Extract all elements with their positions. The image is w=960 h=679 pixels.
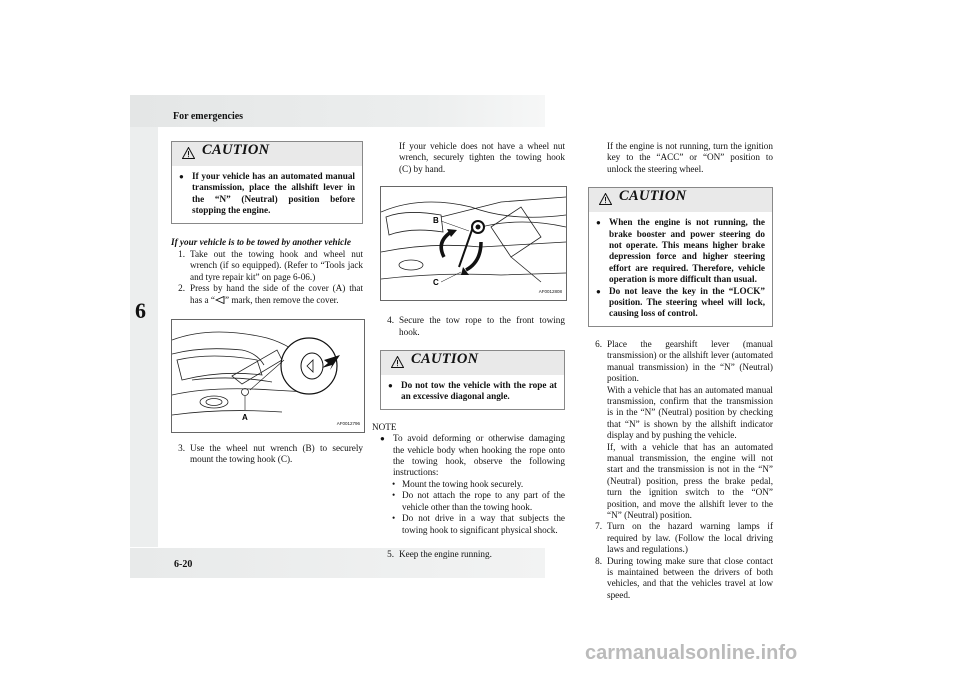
caution-item: ● Do not leave the key in the “LOCK” position. The steering wheel will lock, causing loss of control.	[596, 285, 765, 319]
caution-header	[589, 188, 772, 212]
bullet-icon: ●	[596, 218, 601, 228]
caution-header	[172, 142, 362, 166]
caution-item: ● Do not tow the vehicle with the rope at an excessive diagonal angle.	[388, 380, 557, 402]
figure-cover-removal	[171, 319, 365, 433]
caution-body	[589, 212, 772, 326]
caution-item: ● If your vehicle has an automated manual transmission, place the allshift lever in the “N” (Neutral) position before stopping the engine.	[179, 171, 355, 216]
label-b: B	[433, 216, 439, 226]
label-c: C	[433, 278, 439, 288]
caution-title: CAUTION	[411, 351, 479, 368]
figure-towing-hook	[380, 186, 567, 301]
chapter-tab	[130, 127, 158, 547]
caution-title: CAUTION	[202, 142, 270, 158]
label-a: A	[242, 413, 248, 423]
step-3: 3. Use the wheel nut wrench (B) to securely mount the towing hook (C).	[178, 443, 363, 465]
section-heading: If your vehicle is to be towed by another vehicle	[171, 236, 351, 247]
warning-triangle-icon	[391, 356, 404, 368]
triangle-mark-icon	[215, 296, 225, 304]
step-6: 6. Place the gearshift lever (manual transmission) or the allshift lever (automated manual transmission) in the “N” (Neutral) position. With a vehicle that has an automated manual transmission, confirm that the transmission is in the “N” (Neutral) position by checking that “N” is shown by the allshift indicator display and by pushing the vehicle. If, with a vehicle that has an automated manual transmission, the engine will not start and the transmission is not in the “N” (Neutral) position, press the brake pedal, turn the ignition switch to the “ON” position, and move the allshift lever to the “N” (Neutral) position.	[595, 338, 773, 520]
figure-code: AF0012808	[538, 288, 562, 294]
bullet-icon: ●	[179, 172, 184, 181]
bullet-icon: ●	[388, 381, 393, 391]
caution-box-2	[380, 350, 565, 410]
column-1	[171, 141, 363, 466]
intro-text: If your vehicle does not have a wheel nut wrench, securely tighten the towing hook (C) by hand.	[399, 141, 565, 174]
note-item: ● To avoid deforming or otherwise damaging the vehicle body when hooking the rope onto the towing hook, observe the following instructions:	[380, 433, 565, 478]
step-5: 5. Keep the engine running.	[387, 548, 492, 559]
intro-text: If the engine is not running, turn the ignition key to the “ACC” or “ON” position to unlock the steering wheel.	[607, 141, 773, 174]
note-sub-item: • Do not attach the rope to any part of the vehicle other than the towing hook.	[392, 490, 565, 512]
step-8: 8. During towing make sure that close contact is maintained between the drivers of both vehicles, and that the vehicles travel at low speed.	[595, 555, 773, 600]
column-3	[588, 141, 773, 601]
note-sub-item: • Do not drive in a way that subjects the towing hook to significant physical shock.	[392, 513, 565, 535]
step-7: 7. Turn on the hazard warning lamps if required by law. (Follow the local driving laws and regulations.)	[595, 521, 773, 555]
caution-item: ● When the engine is not running, the brake booster and power steering do not operate. This means higher brake depression force and higher steering effort are required. Therefore, vehicle operation is more difficult than usual.	[596, 217, 765, 285]
caution-box-3	[588, 187, 773, 327]
step-4: 4. Secure the tow rope to the front towing hook.	[387, 315, 565, 337]
note-sub-item: • Mount the towing hook securely.	[392, 478, 524, 489]
caution-box-1	[171, 141, 363, 224]
bullet-icon: ●	[596, 286, 601, 296]
chapter-number: 6	[135, 298, 146, 323]
note-label: NOTE	[372, 421, 397, 432]
warning-triangle-icon	[599, 193, 612, 205]
figure-code: AF0012796	[336, 420, 360, 426]
step-2: 2. Press by hand the side of the cover (A) that has a “ ” mark, then remove the cover.	[178, 283, 363, 305]
section-title: For emergencies	[173, 111, 244, 122]
car-front-cover-illustration	[172, 320, 364, 432]
caution-title: CAUTION	[619, 188, 687, 205]
warning-triangle-icon	[182, 147, 195, 159]
caution-body	[381, 375, 564, 409]
page-number: 6-20	[174, 559, 193, 570]
towing-hook-illustration	[381, 187, 566, 300]
bullet-icon: ●	[380, 434, 385, 444]
watermark: carmanualsonline.info	[585, 642, 798, 664]
step-1: 1. Take out the towing hook and wheel nut wrench (if so equipped). (Refer to “Tools jack and tyre repair kit” on page 6-06.)	[178, 249, 363, 282]
column-2	[372, 141, 565, 560]
caution-body	[172, 166, 362, 223]
caution-header	[381, 351, 564, 375]
